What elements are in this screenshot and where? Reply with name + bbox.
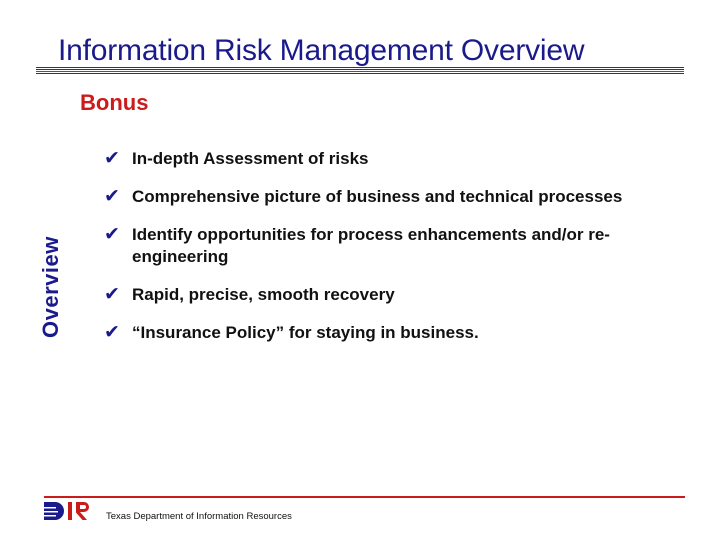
bullet-item	[104, 284, 644, 306]
bullet-text: Identify opportunities for process enhancements and/or re-engineering	[132, 225, 610, 266]
checkmark-icon: ✔	[104, 148, 120, 169]
slide-subtitle: Bonus	[80, 90, 149, 115]
checkmark-icon: ✔	[104, 322, 120, 343]
bullet-item	[104, 186, 644, 208]
checkmark-icon: ✔	[104, 224, 120, 245]
footer-organization: Texas Department of Information Resources	[106, 511, 292, 522]
bullet-item	[104, 148, 644, 170]
bullet-text: Rapid, precise, smooth recovery	[132, 285, 395, 304]
bullet-text: Comprehensive picture of business and technical processes	[132, 187, 623, 206]
checkmark-icon: ✔	[104, 284, 120, 305]
footer-divider	[44, 496, 685, 498]
bullet-list	[104, 148, 644, 360]
slide-title: Information Risk Management Overview	[58, 34, 585, 67]
bullet-item	[104, 224, 644, 268]
bullet-text: In-depth Assessment of risks	[132, 149, 369, 168]
title-underline	[36, 67, 684, 74]
bullet-item	[104, 322, 644, 344]
dir-logo	[44, 500, 98, 522]
side-section-label: Overview	[38, 236, 63, 338]
bullet-text: “Insurance Policy” for staying in business.	[132, 323, 479, 342]
checkmark-icon: ✔	[104, 186, 120, 207]
